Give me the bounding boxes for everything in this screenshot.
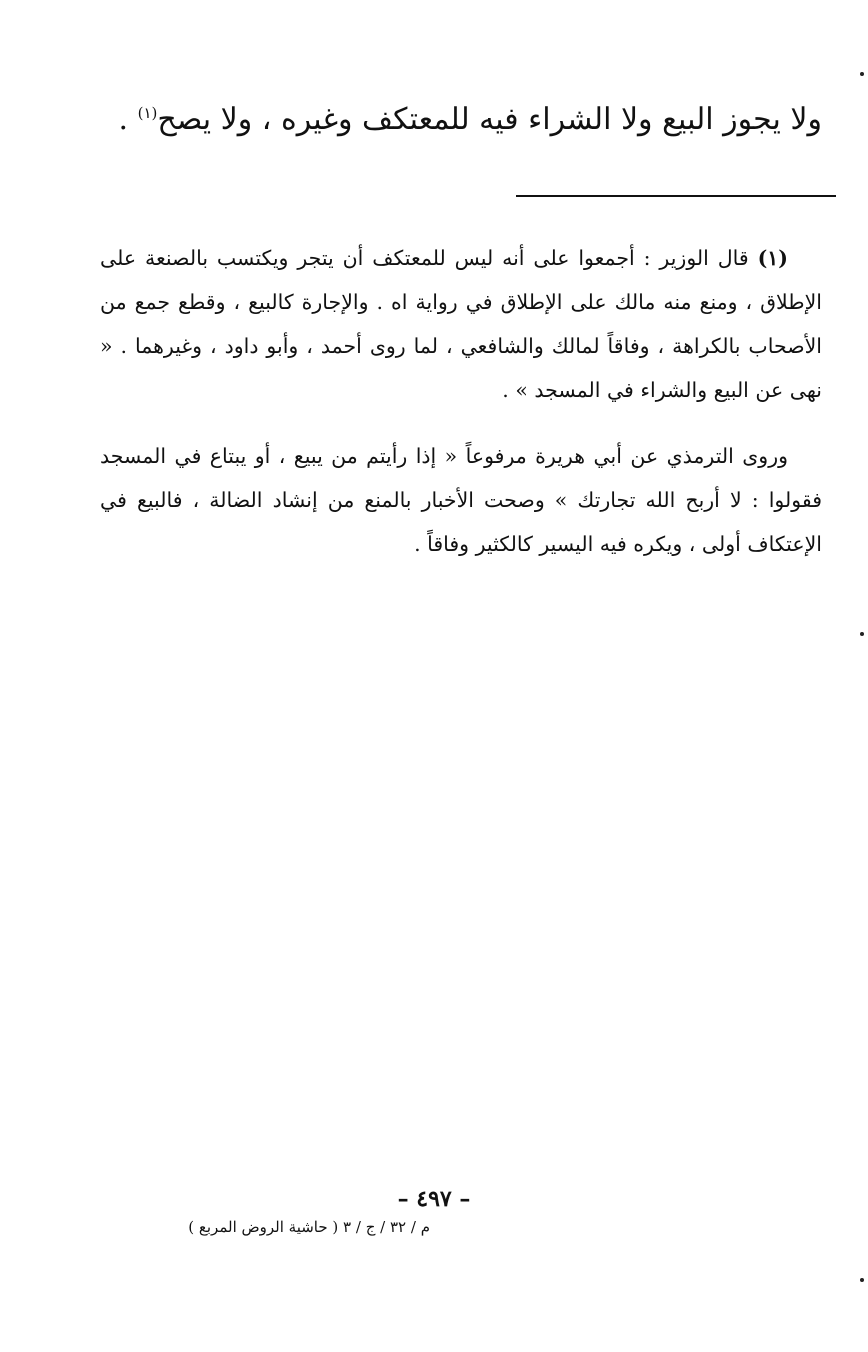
page-edge-mark <box>860 72 864 76</box>
footnote-separator <box>516 195 836 197</box>
main-text-body: ولا يجوز البيع ولا الشراء فيه للمعتكف وغيره ، ولا يصح <box>157 102 822 137</box>
page-edge-mark <box>860 1278 864 1282</box>
footnote-1-continuation <box>100 434 822 566</box>
main-text-line <box>100 96 822 144</box>
footnote-1-text: قال الوزير : أجمعوا على أنه ليس للمعتكف أن يتجر ويكتسب بالصنعة على الإطلاق ، ومنع منه مالك على الإطلاق في رواية اه . والإجارة كالبيع ، وقطع جمع من الأصحاب بالكراهة ، وفاقاً لمالك والشافعي ، لما روى أحمد ، وأبو داود ، وغيرهما . « نهى عن البيع والشراء في المسجد » . <box>100 246 822 402</box>
footnote-1 <box>100 236 822 412</box>
footnote-1-paragraph <box>100 236 822 412</box>
footnote-1-continuation-paragraph: وروى الترمذي عن أبي هريرة مرفوعاً « إذا رأيتم من يبيع ، أو يبتاع في المسجد فقولوا : لا أربح الله تجارتك » وصحت الأخبار بالمنع من إنشاد الضالة ، فالبيع في الإعتكاف أولى ، ويكره فيه اليسير كالكثير وفاقاً . <box>100 444 822 556</box>
main-text-end-mark: . <box>118 102 129 137</box>
page-edge-mark <box>860 632 864 636</box>
page-number: – ٤٩٧ – <box>397 1186 471 1212</box>
footnote-reference: (١) <box>137 104 158 122</box>
book-signature: م / ٣٢ / ج / ٣ ( حاشية الروض المربع ) <box>188 1218 430 1236</box>
footnote-1-number: (١) <box>757 246 788 270</box>
